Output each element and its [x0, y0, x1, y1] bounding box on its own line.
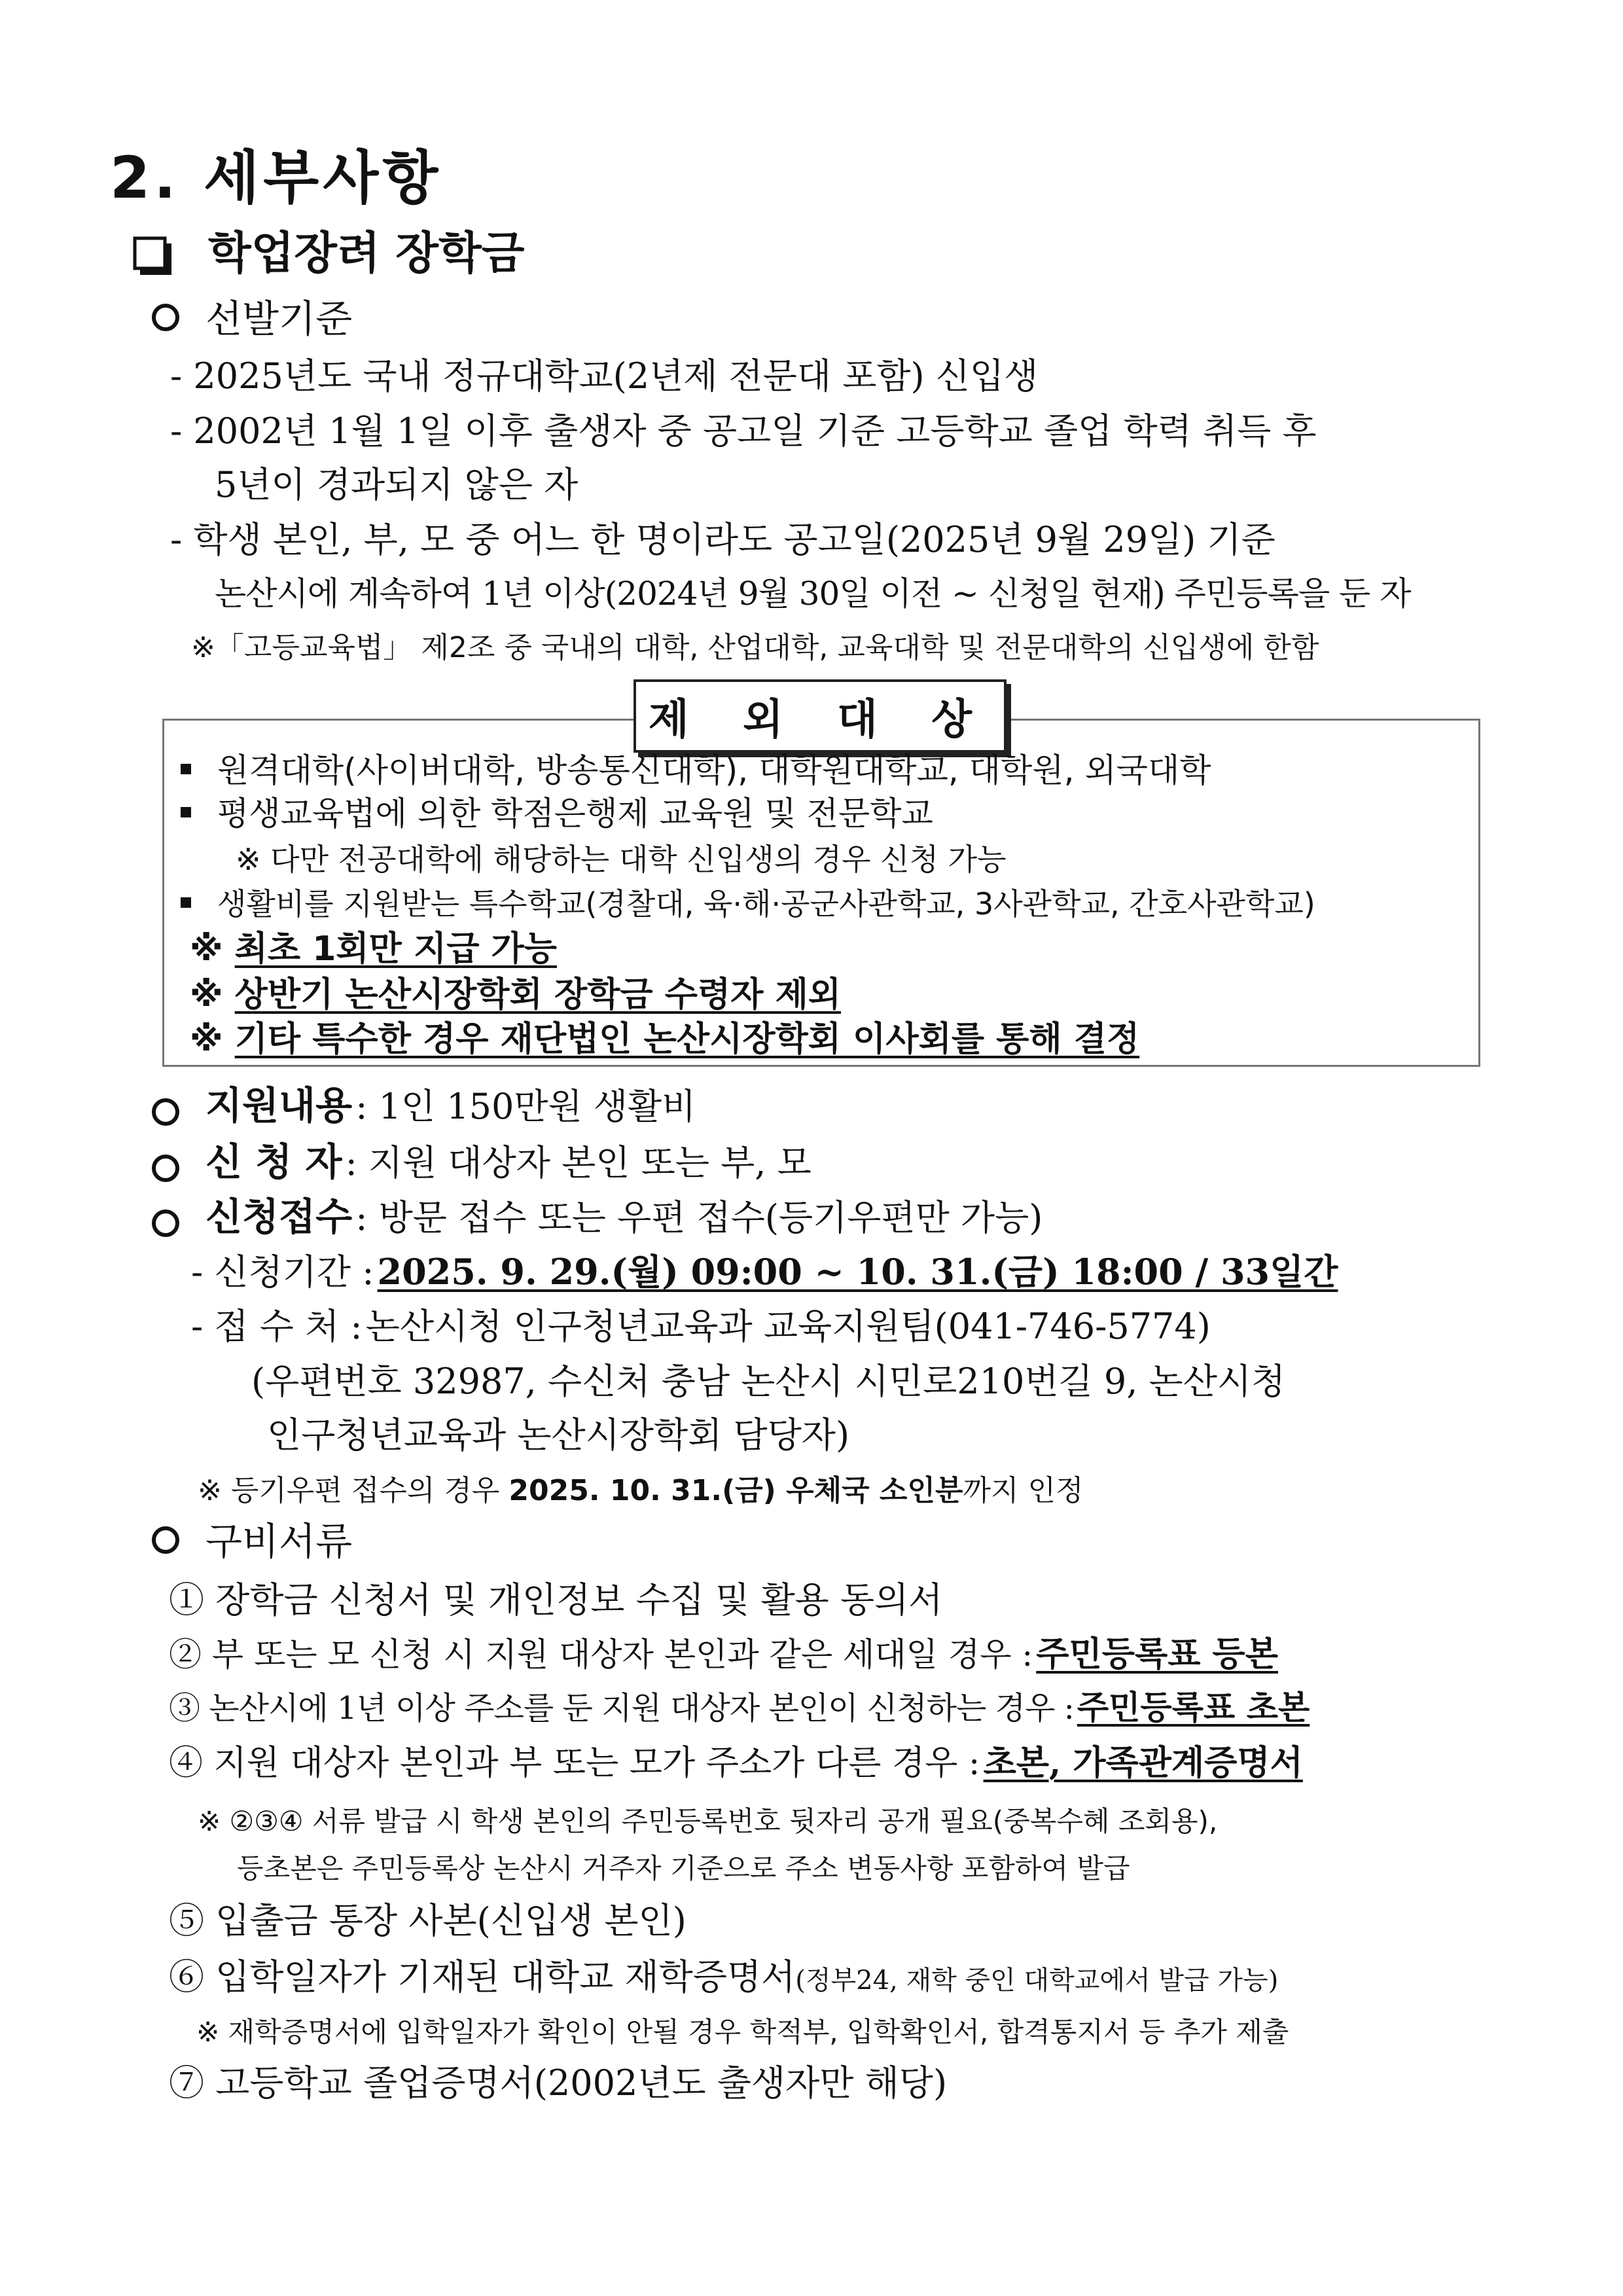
exclusion-note-3-text: 기타 특수한 경우 재단법인 논산시장학회 이사회를 통해 결정: [234, 1020, 1140, 1059]
document-2-text: ② 부 또는 모 신청 시 지원 대상자 본인과 같은 세대일 경우 :: [169, 1636, 1033, 1674]
document-7: ⑦ 고등학교 졸업증명서(2002년도 출생자만 해당): [169, 2062, 948, 2104]
exclusion-item-2: [181, 795, 933, 833]
criteria-heading: [152, 296, 353, 341]
documents-note-2: 등초본은 주민등록상 논산시 거주자 기준으로 주소 변동사항 포함하여 발급: [237, 1852, 1130, 1884]
place-label: - 접 수 처 :: [191, 1306, 363, 1347]
documents-label: 구비서류: [205, 1519, 353, 1564]
note-mark: ※: [190, 1020, 223, 1059]
criteria-item-3-cont: 논산시에 계속하여 1년 이상(2024년 9월 30일 이전 ~ 신청일 현재) 주민등록을 둔 자: [215, 575, 1411, 613]
criteria-note: ※「고등교육법」 제2조 중 국내의 대학, 산업대학, 교육대학 및 전문대학의 신입생에 한함: [191, 631, 1319, 664]
document-3-required: 주민등록표 초본: [1077, 1688, 1310, 1727]
square-bullet-icon: [181, 897, 191, 908]
exclusion-item-2-text: 평생교육법에 의한 학점은행제 교육원 및 전문학교: [217, 795, 933, 833]
support-value: : 1인 150만원 생활비: [355, 1086, 696, 1127]
document-3: [169, 1688, 1310, 1727]
criteria-item-2: - 2002년 1월 1일 이후 출생자 중 공고일 기준 고등학교 졸업 학력 취득 후: [170, 410, 1317, 452]
exclusion-subnote: ※ 다만 전공대학에 해당하는 대학 신입생의 경우 신청 가능: [236, 842, 1007, 877]
reception-note: [198, 1474, 1084, 1507]
document-3-text: ③ 논산시에 1년 이상 주소를 둔 지원 대상자 본인이 신청하는 경우 :: [169, 1690, 1074, 1727]
support-label: 지원내용: [205, 1083, 353, 1128]
document-6-text: ⑥ 입학일자가 기재된 대학교 재학증명서: [169, 1956, 796, 1998]
document-6: [169, 1956, 1279, 1998]
circle-bullet-icon: [152, 1526, 179, 1554]
exclusion-note-1: [190, 929, 558, 969]
documents-heading: [152, 1519, 353, 1564]
support-row: [152, 1083, 696, 1130]
document-6-small: (정부24, 재학 중인 대학교에서 발급 가능): [795, 1965, 1279, 1996]
exclusion-note-2-text: 상반기 논산시장학회 장학금 수령자 제외: [234, 975, 842, 1014]
applicant-label: 신 청 자: [205, 1139, 342, 1184]
reception-note-post: 까지 인정: [963, 1474, 1084, 1507]
reception-place: [191, 1306, 1211, 1347]
reception-note-pre: ※ 등기우편 접수의 경우: [198, 1474, 509, 1507]
section-title: 학업장려 장학금: [208, 228, 525, 279]
exclusion-item-3: [181, 886, 1315, 922]
reception-label: 신청접수: [205, 1194, 353, 1239]
exclusion-item-3-text: 생활비를 지원받는 특수학교(경찰대, 육·해·공군사관학교, 3사관학교, 간호사관학교): [217, 886, 1315, 922]
place-value: 논산시청 인구청년교육과 교육지원팀(041-746-5774): [365, 1306, 1211, 1347]
exclusion-note-1-text: 최초 1회만 지급 가능: [234, 929, 558, 969]
applicant-row: [152, 1139, 812, 1186]
document-1: ① 장학금 신청서 및 개인정보 수집 및 활용 동의서: [169, 1579, 943, 1621]
period-label: - 신청기간 :: [191, 1251, 374, 1293]
reception-note-bold: 2025. 10. 31.(금) 우체국 소인분: [508, 1474, 963, 1507]
applicant-value: : 지원 대상자 본인 또는 부, 모: [345, 1142, 812, 1183]
exclusion-item-1-text: 원격대학(사이버대학, 방송통신대학), 대학원대학교, 대학원, 외국대학: [217, 751, 1211, 789]
document-2-required: 주민등록표 등본: [1036, 1634, 1278, 1674]
period-value: 2025. 9. 29.(월) 09:00 ~ 10. 31.(금) 18:00 / 33일간: [377, 1251, 1338, 1293]
documents-note-3: ※ 재학증명서에 입학일자가 확인이 안될 경우 학적부, 입학확인서, 합격통지서 등 추가 제출: [196, 2016, 1289, 2048]
square-bullet-icon: [181, 807, 191, 817]
reception-value: : 방문 접수 또는 우편 접수(등기우편만 가능): [355, 1197, 1043, 1238]
criteria-item-1: - 2025년도 국내 정규대학교(2년제 전문대 포함) 신입생: [170, 355, 1039, 397]
document-4-required: 초본, 가족관계증명서: [983, 1743, 1303, 1783]
exclusion-item-1: [181, 751, 1211, 789]
square-bullet-icon: [181, 764, 191, 774]
reception-period: [191, 1251, 1338, 1293]
document-2: [169, 1634, 1278, 1674]
circle-bullet-icon: [152, 1098, 179, 1126]
document-4-text: ④ 지원 대상자 본인과 부 또는 모가 주소가 다른 경우 :: [169, 1744, 980, 1783]
exclusion-note-3: [190, 1020, 1140, 1059]
reception-address-1: (우편번호 32987, 수신처 충남 논산시 시민로210번길 9, 논산시청: [251, 1361, 1286, 1402]
criteria-label: 선발기준: [205, 296, 353, 341]
criteria-item-3: - 학생 본인, 부, 모 중 어느 한 명이라도 공고일(2025년 9월 29일) 기준: [170, 519, 1275, 560]
circle-bullet-icon: [152, 304, 179, 331]
exclusion-title: 제 외 대 상: [633, 679, 1007, 753]
criteria-item-2-cont: 5년이 경과되지 않은 자: [215, 464, 579, 505]
circle-bullet-icon: [152, 1155, 179, 1182]
reception-address-2: 인구청년교육과 논산시장학회 담당자): [267, 1414, 850, 1456]
document-5: ⑤ 입출금 통장 사본(신입생 본인): [169, 1900, 687, 1941]
page-heading: 2. 세부사항: [110, 144, 442, 211]
note-mark: ※: [190, 975, 223, 1014]
circle-bullet-icon: [152, 1210, 179, 1237]
reception-row: [152, 1194, 1043, 1241]
documents-note-1: ※ ②③④ 서류 발급 시 학생 본인의 주민등록번호 뒷자리 공개 필요(중복수혜 조회용),: [198, 1805, 1218, 1837]
checkbox-square-icon: [132, 236, 174, 278]
exclusion-note-2: [190, 975, 842, 1014]
note-mark: ※: [190, 929, 223, 969]
document-4: [169, 1743, 1303, 1783]
